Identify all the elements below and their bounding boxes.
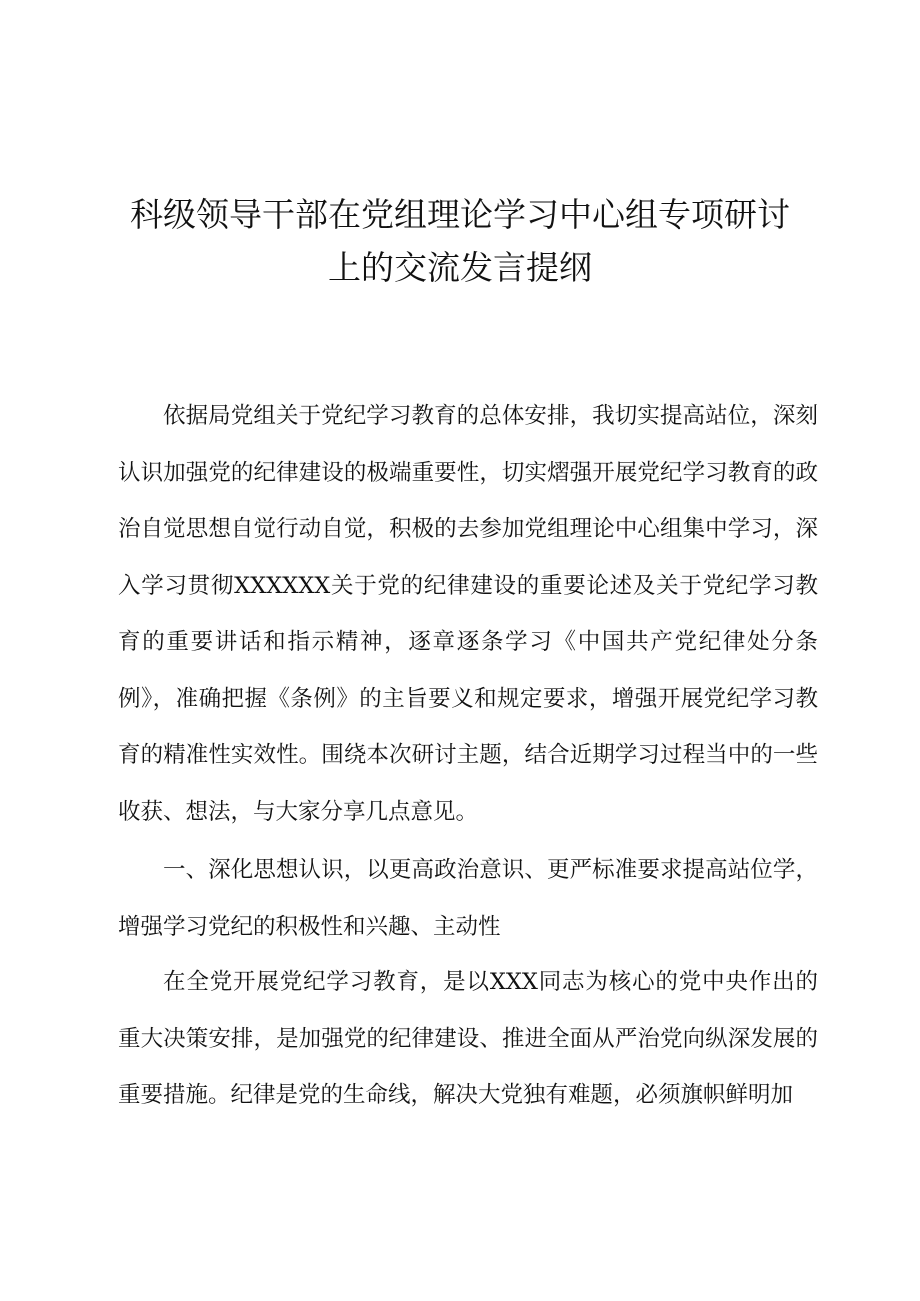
section-heading-1: 一、深化思想认识，以更高政治意识、更严标准要求提高站位学，增强学习党纪的积极性和兴趣、主动性	[118, 857, 818, 940]
intro-paragraph: 依据局党组关于党纪学习教育的总体安排，我切实提高站位，深刻认识加强党的纪律建设的极端重要性，切实熠强开展党纪学习教育的政治自觉思想自觉行动自觉，积极的去参加党组理论中心组集中学习，深入学习贯彻XXXXXX关于党的纪律建设的重要论述及关于党纪学习教育的重要讲话和指示精神，逐章逐条学习《中国共产党纪律处分条例》，准确把握《条例》的主旨要义和规定要求，增强开展党纪学习教育的精准性实效性。围绕本次研讨主题，结合近期学习过程当中的一些收获、想法，与大家分享几点意见。	[118, 403, 818, 825]
section-1-paragraph: 在全党开展党纪学习教育，是以XXX同志为核心的党中央作出的重大决策安排，是加强党的纪律建设、推进全面从严治党向纵深发展的重要措施。纪律是党的生命线，解决大党独有难题，必须旗帜鲜明加	[118, 969, 818, 1108]
document-title-line-1: 科级领导干部在党组理论学习中心组专项研讨	[130, 195, 790, 234]
document-title-line-2: 上的交流发言提纲	[328, 248, 592, 287]
